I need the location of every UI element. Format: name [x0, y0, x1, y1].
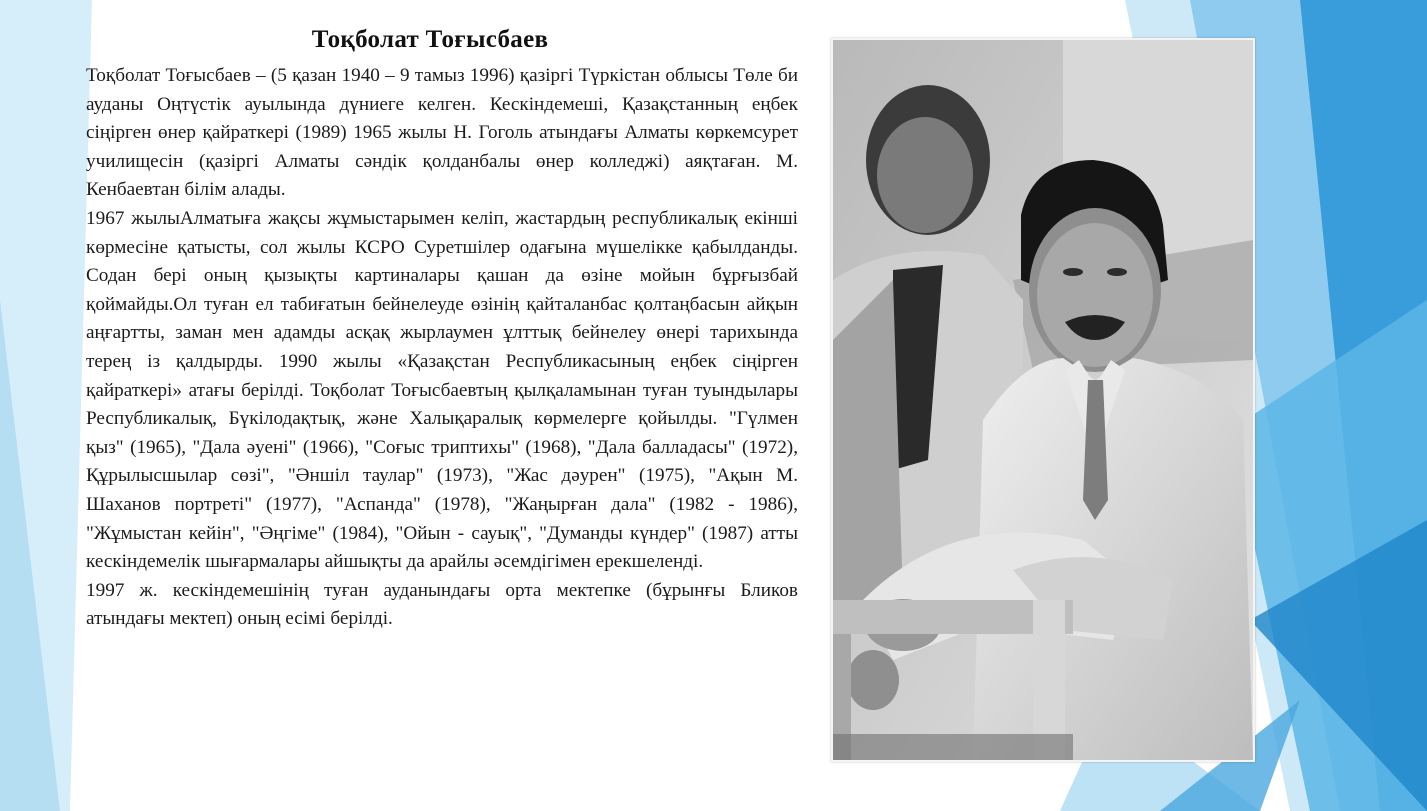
- biography-paragraph-1: Тоқболат Тоғысбаев – (5 қазан 1940 – 9 тамыз 1996) қазіргі Түркістан облысы Төле би ауданы Оңтүстік ауылында дүниеге келген. Кескіндемеші, Қазақстанның еңбек сіңірген өнер қайраткері (1989) 1965 жылы Н. Гоголь атындағы Алматы көркемсурет училищесін (қазіргі Алматы сәндік қолданбалы өнер колледжі) аяқтаған. М. Кенбаевтан білім алады.: [86, 65, 798, 201]
- portrait-illustration: [833, 40, 1253, 760]
- biography-paragraph-2: 1967 жылыАлматыға жақсы жұмыстарымен келіп, жастардың республикалық екінші көрмесіне қатысты, сол жылы КСРО Суретшілер одағына мүшелікке қабылданды. Содан бері оның қызықты картиналары қашан да өзіне мойын бұрғызбай қоймайды.Ол туған ел табиғатын бейнелеуде өзінің қайталанбас қолтаңбасын айқын аңғартты, заман мен адамды асқақ жырлаумен ұлттық бейнелеу өнері тарихында терең із қалдырды. 1990 жылы «Қазақстан Республикасының еңбек сіңірген қайраткері» атағы берілді. Тоқболат Тоғысбаевтың қылқаламынан туған туындылары Республикалық, Бүкілодақтық, және Халықаралық көрмелерге қойылды. "Гүлмен қыз" (1965), "Дала әуені" (1966), "Соғыс триптихы" (1968), "Дала балладасы" (1972), Құрылысшылар сөзі", "Әншіл таулар" (1973), "Жас дәурен" (1975), "Ақын М. Шаханов портреті" (1977), "Аспанда" (1978), "Жаңырған дала" (1982 - 1986), "Жұмыстан кейін", "Әңгіме" (1984), "Ойын - сауық", "Думанды күндер" (1987) атты кескіндемелік шығармалары айшықты да арайлы әсемдігімен ерекшеленді.: [86, 207, 798, 573]
- biography-paragraph-3: 1997 ж. кескіндемешінің туған ауданындағы орта мектепке (бұрынғы Бликов атындағы мектеп) оның есімі берілді.: [86, 579, 798, 630]
- portrait-photo: [831, 38, 1255, 762]
- biography-text: [86, 62, 798, 634]
- slide-title: Тоқболат Тоғысбаев: [311, 26, 549, 53]
